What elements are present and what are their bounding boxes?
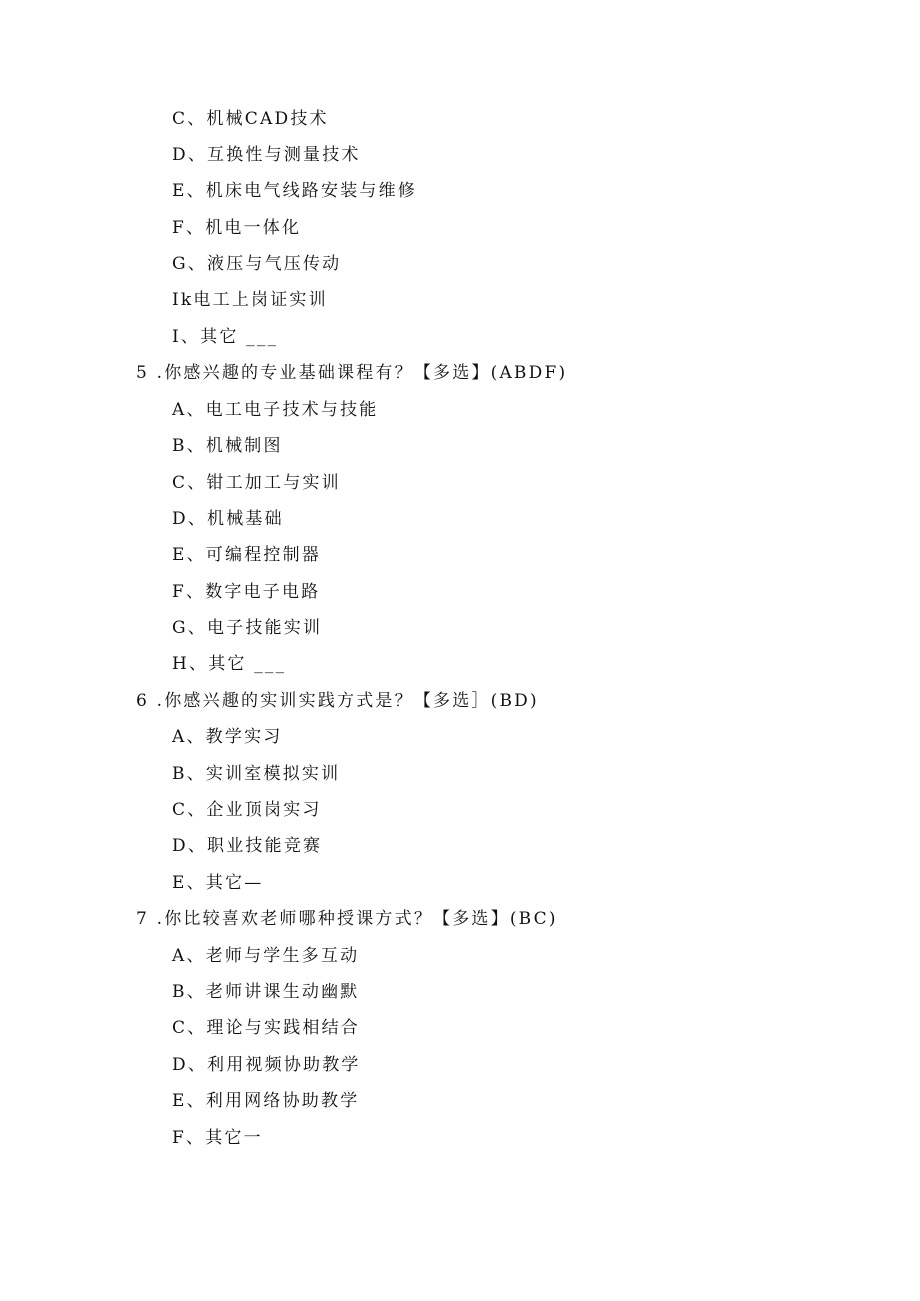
question-6: 6 .你感兴趣的实训实践方式是？【多选］(BD) [136, 691, 539, 711]
q5-option-c: C、钳工加工与实训 [172, 473, 341, 493]
q7-option-f: F、其它一 [172, 1128, 263, 1148]
q7-option-c: C、理论与实践相结合 [172, 1018, 361, 1038]
q5-option-d: D、机械基础 [172, 509, 284, 529]
q4-option-i: I、其它 ___ [172, 327, 279, 347]
q4-option-g: G、液压与气压传动 [172, 254, 342, 274]
q6-option-e: E、其它— [172, 873, 264, 893]
q7-option-b: B、老师讲课生动幽默 [172, 982, 360, 1002]
q7-option-a: A、老师与学生多互动 [172, 946, 360, 966]
q5-option-e: E、可编程控制器 [172, 545, 322, 565]
q7-option-d: D、利用视频协助教学 [172, 1055, 361, 1075]
q6-option-b: B、实训室模拟实训 [172, 764, 341, 784]
q4-option-c: C、机械CAD技术 [172, 109, 329, 129]
q5-option-f: F、数字电子电路 [172, 582, 321, 602]
q7-option-e: E、利用网络协助教学 [172, 1091, 360, 1111]
q4-option-h: Ik电工上岗证实训 [172, 290, 328, 310]
q4-option-f: F、机电一体化 [172, 218, 302, 238]
q6-option-a: A、教学实习 [172, 727, 283, 747]
q6-option-d: D、职业技能竞赛 [172, 836, 323, 856]
q5-option-g: G、电子技能实训 [172, 618, 323, 638]
q4-option-e: E、机床电气线路安装与维修 [172, 181, 418, 201]
q5-option-b: B、机械制图 [172, 436, 283, 456]
q6-option-c: C、企业顶岗实习 [172, 800, 322, 820]
q4-option-d: D、互换性与测量技术 [172, 145, 361, 165]
q5-option-h: H、其它 ___ [172, 654, 287, 674]
question-5: 5 .你感兴趣的专业基础课程有？【多选】(ABDF) [136, 363, 568, 383]
q5-option-a: A、电工电子技术与技能 [172, 400, 379, 420]
question-7: 7 .你比较喜欢老师哪种授课方式？【多选】(BC) [136, 909, 558, 929]
